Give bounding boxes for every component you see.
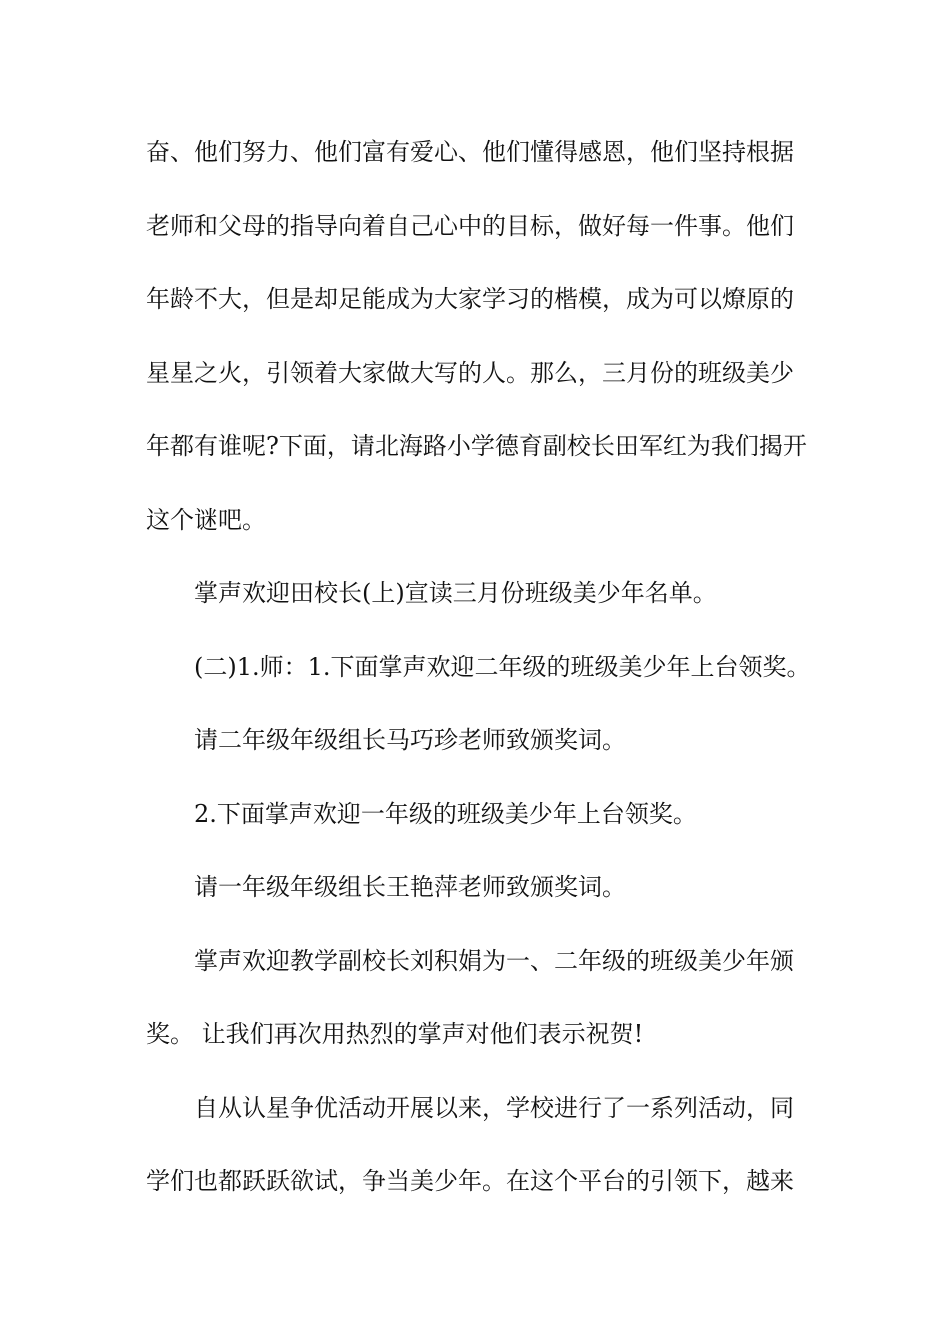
text-line: 年龄不大，但是却足能成为大家学习的楷模，成为可以燎原的 bbox=[146, 285, 794, 313]
text-line: 学们也都跃跃欲试，争当美少年。在这个平台的引领下，越来 bbox=[146, 1167, 794, 1195]
text-line: 年都有谁呢?下面，请北海路小学德育副校长田军红为我们揭开 bbox=[146, 432, 807, 460]
text-line: 星星之火，引领着大家做大写的人。那么，三月份的班级美少 bbox=[146, 358, 794, 387]
text-line: 请一年级年级组长王艳萍老师致颁奖词。 bbox=[194, 873, 626, 901]
document-body bbox=[146, 128, 811, 1231]
text-line: 2.下面掌声欢迎一年级的班级美少年上台领奖。 bbox=[194, 799, 697, 828]
text-line: 掌声欢迎教学副校长刘积娟为一、二年级的班级美少年颁 bbox=[194, 946, 794, 975]
text-line: 老师和父母的指导向着自己心中的目标，做好每一件事。他们 bbox=[146, 211, 794, 240]
text-line: 掌声欢迎田校长(上)宣读三月份班级美少年名单。 bbox=[194, 579, 717, 607]
text-line: 奋、他们努力、他们富有爱心、他们懂得感恩，他们坚持根据 bbox=[146, 138, 794, 166]
text-line: 请二年级年级组长马巧珍老师致颁奖词。 bbox=[194, 726, 626, 754]
text-line: 自从认星争优活动开展以来，学校进行了一系列活动，同 bbox=[194, 1093, 794, 1122]
text-line: 这个谜吧。 bbox=[146, 505, 266, 534]
text-line: 奖。 让我们再次用热烈的掌声对他们表示祝贺! bbox=[146, 1020, 644, 1048]
text-line: (二)1.师：1.下面掌声欢迎二年级的班级美少年上台领奖。 bbox=[194, 652, 811, 681]
